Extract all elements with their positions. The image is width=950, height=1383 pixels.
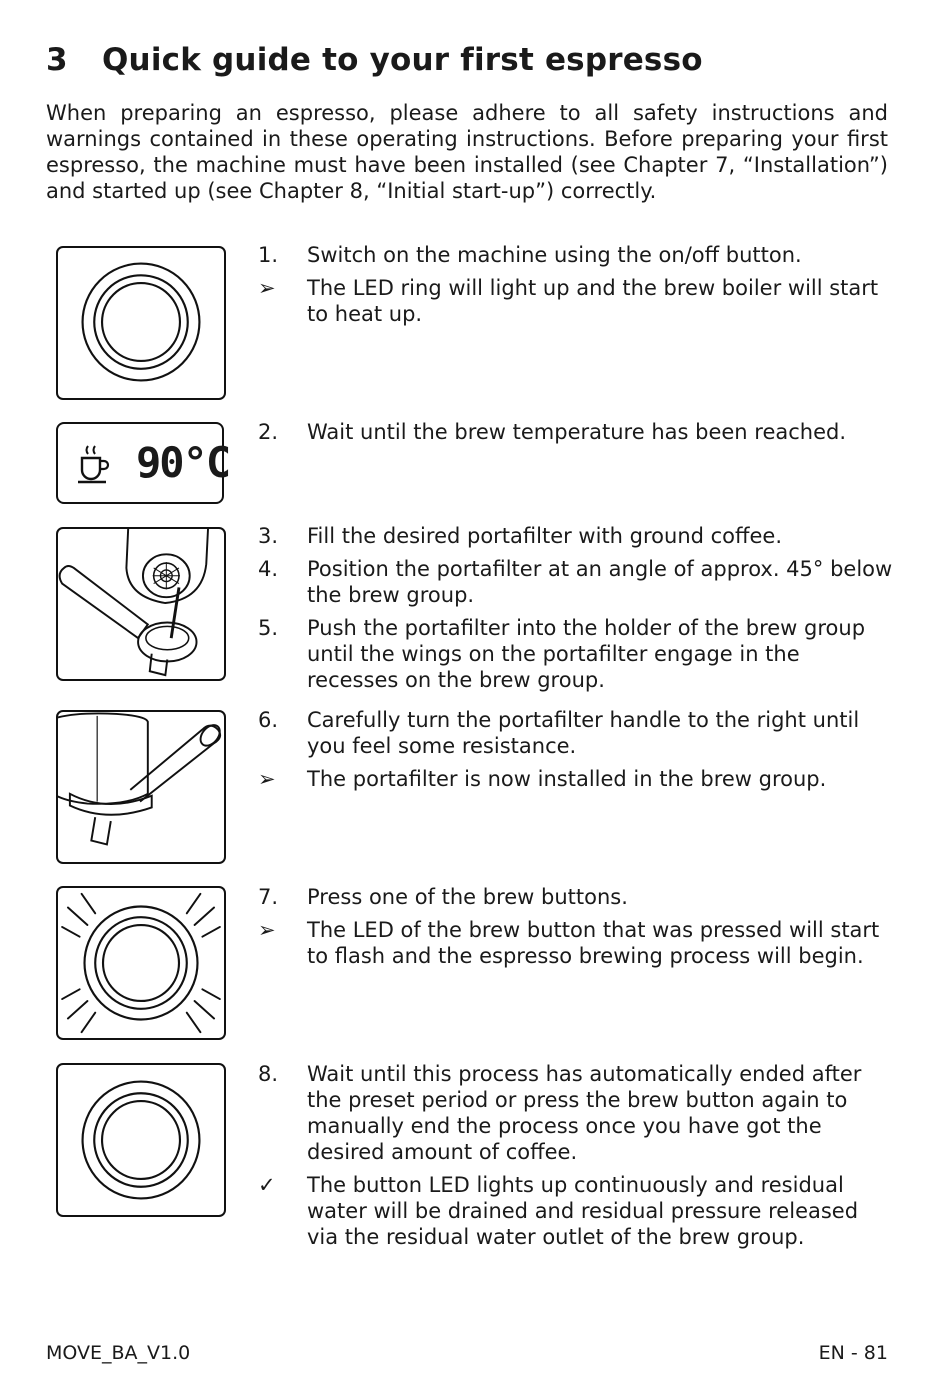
step-text: Wait until the brew temperature has been reached. [307, 420, 847, 444]
step-text: Carefully turn the portafilter handle to the right until you feel some resistance. [307, 708, 860, 758]
on-off-button-figure [56, 246, 226, 400]
step-number: 8. [258, 1062, 279, 1086]
step-text: The LED ring will light up and the brew boiler will start to heat up. [307, 276, 879, 326]
step-text: Fill the desired portafilter with ground coffee. [307, 524, 783, 548]
step-text: The button LED lights up continuously and residual water will be drained and residual pressure released via the residual water outlet of the brew group. [307, 1173, 859, 1249]
footer-doc-id: MOVE_BA_V1.0 [46, 1342, 191, 1364]
portafilter-icon [58, 529, 224, 679]
section-number: 3 [46, 42, 68, 78]
step-text: Switch on the machine using the on/off button. [307, 243, 802, 267]
step-text: The LED of the brew button that was pressed will start to flash and the espresso brewing process will begin. [307, 918, 880, 968]
step-group-4 [258, 707, 893, 799]
step-number: 7. [258, 885, 279, 909]
step-number: 5. [258, 616, 279, 640]
footer-page-number: EN - 81 [818, 1342, 888, 1364]
step-group-6 [258, 1061, 893, 1257]
step-text: Position the portafilter at an angle of approx. 45° below the brew group. [307, 557, 893, 607]
step-text: The portafilter is now installed in the brew group. [307, 767, 827, 791]
intro-paragraph: When preparing an espresso, please adhere to all safety instructions and warnings contained in these operating instructions. Before preparing your first espresso, the machine must have been installed (see Chapter 7, “Installation”) and started up (see Chapter 8, “Initial start-up”) correctly. [46, 101, 888, 203]
section-heading [46, 42, 703, 78]
step-item [258, 615, 893, 693]
section-title: Quick guide to your first espresso [102, 42, 703, 78]
step-group-3 [258, 523, 893, 700]
portafilter-turn-figure [56, 710, 226, 864]
step-number: 3. [258, 524, 279, 548]
result-item [258, 1172, 893, 1250]
step-group-1 [258, 242, 893, 334]
step-item [258, 242, 893, 268]
brew-button-flashing-figure [56, 886, 226, 1040]
step-number: 2. [258, 420, 279, 444]
arrow-icon: ➢ [258, 276, 276, 300]
arrow-icon: ➢ [258, 767, 276, 791]
step-item [258, 707, 893, 759]
step-item [258, 1061, 893, 1165]
step-group-2 [258, 419, 893, 452]
temperature-display [56, 422, 230, 504]
step-group-5 [258, 884, 893, 976]
step-item [258, 523, 893, 549]
step-text: Press one of the brew buttons. [307, 885, 628, 909]
step-number: 1. [258, 243, 279, 267]
step-text: Wait until this process has automatically ended after the preset period or press the brew button again to manually end the process once you have got the desired amount of coffee. [307, 1062, 862, 1164]
flashing-button-icon [58, 888, 224, 1038]
result-item [258, 275, 893, 327]
result-item [258, 766, 893, 792]
step-number: 4. [258, 557, 279, 581]
result-item [258, 917, 893, 969]
step-text: Push the portafilter into the holder of the brew group until the wings on the portafilter engage in the recesses on the brew group. [307, 616, 866, 692]
step-item [258, 556, 893, 608]
step-item [258, 884, 893, 910]
checkmark-icon: ✓ [258, 1173, 276, 1197]
steady-button-icon [58, 1065, 224, 1215]
portafilter-insert-figure [56, 527, 226, 681]
led-ring-icon [58, 248, 224, 398]
arrow-icon: ➢ [258, 918, 276, 942]
coffee-cup-icon [76, 442, 110, 486]
step-item [258, 419, 893, 445]
step-number: 6. [258, 708, 279, 732]
brew-button-steady-figure [56, 1063, 226, 1217]
portafilter-locked-icon [58, 712, 224, 862]
temperature-readout: 90°C [136, 438, 230, 487]
